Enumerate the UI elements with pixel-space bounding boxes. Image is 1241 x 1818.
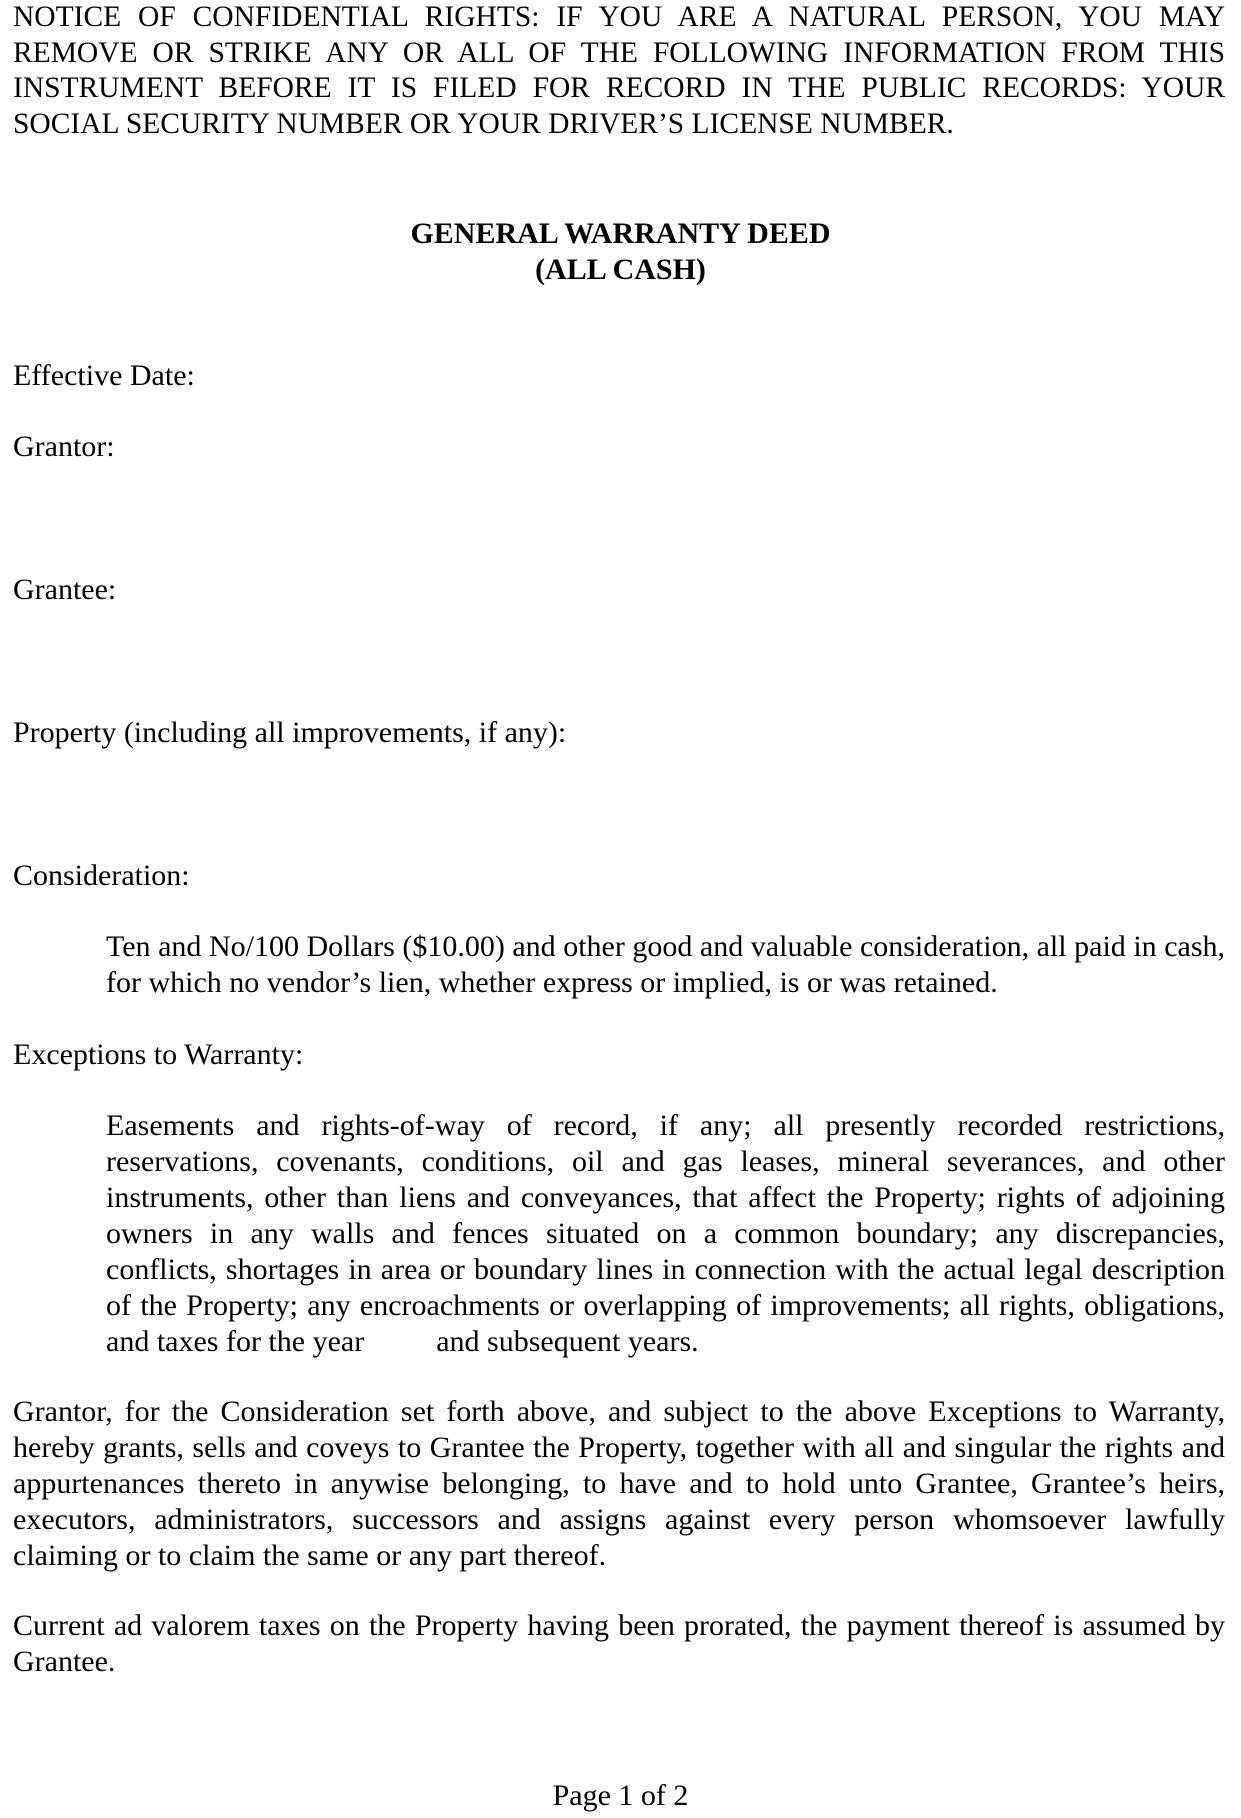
grantor-label: Grantor: (13, 430, 115, 463)
grantee-label: Grantee: (13, 573, 117, 606)
property-label: Property (including all improvements, if any): (13, 716, 567, 749)
exceptions-text-after: and subsequent years. (436, 1325, 699, 1358)
exceptions-text (106, 1108, 1225, 1360)
page-number: Page 1 of 2 (552, 1779, 689, 1812)
exceptions-text-before: Easements and rights-of-way of record, if any; all presently recorded restrictions, reservations, covenants, conditions, oil and gas leases, mineral severances, and other instruments, other than liens and conveyances, that affect the Property; rights of adjoining owners in any walls and fences situated on a common boundary; any discrepancies, conflicts, shortages in area or boundary lines in connection with the actual legal description of the Property; any encroachments or overlapping of improvements; all rights, obligations, and taxes for the year (106, 1109, 1225, 1358)
taxes-paragraph: Current ad valorem taxes on the Property having been prorated, the payment thereof is assumed by Grantee. (13, 1609, 1225, 1678)
grant-paragraph: Grantor, for the Consideration set forth above, and subject to the above Exceptions to Warranty, hereby grants, sells and coveys to Grantee the Property, together with all and singular the rights and appurtenances thereto in anywise belonging, to have and to hold unto Grantee, Grantee’s heirs, executors, administrators, successors and assigns against every person whomsoever lawfully claiming or to claim the same or any part thereof. (13, 1395, 1225, 1572)
exceptions-label: Exceptions to Warranty: (13, 1038, 304, 1071)
title-line-1: GENERAL WARRANTY DEED (410, 217, 831, 250)
consideration-label: Consideration: (13, 859, 190, 892)
effective-date-label: Effective Date: (13, 359, 195, 392)
confidential-rights-notice: NOTICE OF CONFIDENTIAL RIGHTS: IF YOU ARE A NATURAL PERSON, YOU MAY REMOVE OR STRIKE ANY OR ALL OF THE FOLLOWING INFORMATION FROM THIS INSTRUMENT BEFORE IT IS FILED FOR RECORD IN THE PUBLIC RECORDS: YOUR SOCIAL SECURITY NUMBER OR YOUR DRIVER’S LICENSE NUMBER. (13, 1, 1225, 140)
consideration-text: Ten and No/100 Dollars ($10.00) and other good and valuable consideration, all paid in cash, for which no vendor’s lien, whether express or implied, is or was retained. (106, 930, 1225, 999)
document-title (0, 216, 1241, 288)
title-line-2: (ALL CASH) (535, 253, 706, 286)
